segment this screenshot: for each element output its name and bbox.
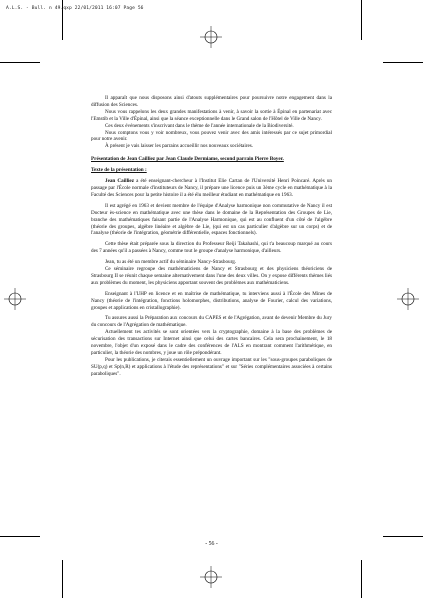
lead-name: Jean Cailliez [105, 178, 134, 185]
body-paragraph: Actuellement tes activités se sont orientées vers la cryptographie, domaine à la base des problèmes de sécurisation des transactions sur Internet ainsi que celui des cartes bancaires. Cela sera prochainement, le 18 novembre, l'objet d'un exposé dans le cadre des conférences de l'ALS en montrant comment l'arithmétique, en particulier, la théorie des nombres, y joue un rôle prépondérant. [91, 329, 332, 356]
body-paragraph: Enseignant à l'UHP en licence et en maîtrise de mathématique, tu interviens aussi à l'École des Mines de Nancy (théorie de l'intégration, fonctions holomorphes, distributions, analyse de Fourier, calcul des variations, groupes et applications en cristallographie). [91, 290, 332, 311]
registration-mark-bottom-icon [200, 566, 222, 588]
lead-text: a été enseignant-chercheur à l'Institut Elie Cartan de l'Université Henri Poincaré. Après un passage par l'École normale d'instituteurs de Nancy, il prépare une licence puis un 3ème cycle en mathématique à la Faculté des Sciences pour la petite histoire il a été élu meilleur étudiant en mathématique en 1963. [91, 178, 332, 198]
body-paragraph: Ce séminaire regroupe des mathématiciens de Nancy et Strasbourg et des physiciens théoriciens de Strasbourg II se réunit chaque semaine alternativement dans l'une des deux villes. On y expose différents thèmes liés aux problèmes du moment, les physiciens apportant souvent des problèmes aux mathématiciens. [91, 266, 332, 286]
body-paragraph: Tu assures aussi la Préparation aux concours du CAPES et de l'Agrégation, avant de devenir Membre du Jury du concours de l'Agrégation de mathématique. [91, 315, 332, 329]
body-paragraph: Jean, tu as été un membre actif du séminaire Nancy-Strasbourg. [105, 259, 237, 266]
print-slug: A.L.S. - Bull. n 49.qxp 22/01/2011 16:07 Page 56 [6, 6, 144, 11]
page-number: - 56 - [205, 541, 218, 547]
body-paragraph: Cette thèse était préparée sous la direction du Professeur Reiji Takahashi, qui t'a beaucoup marqué au cours des 7 années qu'il a passées à Nancy, comme tout le groupe d'analyse harmonique, d'ailleurs. [91, 241, 332, 255]
page-body [91, 95, 332, 378]
body-paragraph: Pour les publications, je citerais essentiellement un ouvrage important sur les "sous-groupes paraboliques de SU(p,q) et Sp(n,R) et applications à l'étude des représentations" et sur "Séries complémentaires associées à certains paraboliques". [91, 356, 332, 377]
intro-paragraph: À présent je vais laisser les parrains accueillir nos nouveaux sociétaires. [105, 143, 254, 150]
presentation-text-heading: Texte de la présentation : [91, 167, 147, 174]
intro-paragraph: Il apparaît que nous disposons ainsi d'atouts supplémentaires pour poursuivre notre engagement dans la diffusion des Sciences. [91, 95, 332, 108]
body-paragraph: Il est agrégé en 1963 et devient membre de l'équipe d'Analyse harmonique non commutative de Nancy il est Docteur ès-science en mathématique avec une thèse dans le domaine de la Représentation des Groupes de Lie, branche des mathématiques faisant partie de l'Analyse Harmonique, qui est au confluent d'un côté de l'algèbre (théorie des groupes, algèbre linéaire et algèbre de Lie, (qui est un cas particulier d'algèbre sur un corps) et de l'analyse (théorie de l'intégration, géométrie différentielle, espaces fonctionnels). [91, 202, 332, 237]
intro-paragraph: Nous comptons vous y voir nombreux, vous pouvez venir avec des amis intéressés par ce sujet primordial pour notre avenir. [91, 129, 332, 143]
registration-mark-left-icon [4, 288, 26, 310]
presentation-heading: Présentation de Jean Cailliez par Jean Claude Dermiame, second parrain Pierre Boyer. [91, 156, 284, 163]
registration-mark-top-icon [200, 26, 222, 48]
lead-paragraph [91, 178, 332, 199]
intro-paragraph: Ces deux événements s'inscrivant dans le thème de l'année internationale de la Biodiversité. [105, 122, 294, 129]
registration-mark-right-icon [397, 288, 419, 310]
intro-paragraph: Nous vous rappelons les deux grandes manifestations à venir, à savoir la sortie à Épinal en partenariat avec l'Emstib et la Ville d'Épinal, ainsi que la séance exceptionnelle dans le Grand salon de l'Hôtel de Ville de Nancy. [91, 108, 332, 122]
